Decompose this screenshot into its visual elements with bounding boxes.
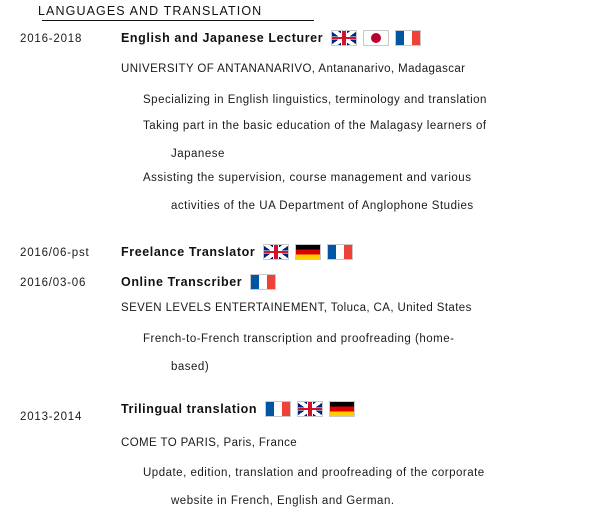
entry-title: Freelance Translator — [121, 245, 256, 259]
germany-flag-icon — [329, 401, 355, 417]
flag-group — [331, 30, 421, 46]
entry-bullet-line-cont: activities of the UA Department of Anglophone Studies — [171, 200, 474, 212]
entry-title-row — [121, 274, 276, 290]
flag-group — [263, 244, 353, 260]
section-heading: LANGUAGES AND TRANSLATION — [38, 4, 263, 18]
section-divider — [42, 20, 314, 21]
entry-bullet-line: Taking part in the basic education of the Malagasy learners of — [143, 120, 487, 132]
entry-bullet-line: Update, edition, translation and proofreading of the corporate — [143, 467, 485, 479]
entry-bullet-line-cont: based) — [171, 361, 210, 373]
entry-title-row — [121, 401, 355, 417]
entry-bullet: Specializing in English linguistics, terminology and translation — [143, 94, 487, 106]
france-flag-icon — [395, 30, 421, 46]
entry-title: Trilingual translation — [121, 402, 258, 416]
entry-title: English and Japanese Lecturer — [121, 31, 324, 45]
entry-date: 2016/06-pst — [20, 247, 90, 259]
france-flag-icon — [327, 244, 353, 260]
entry-bullet-line-cont: Japanese — [171, 148, 225, 160]
france-flag-icon — [265, 401, 291, 417]
entry-organization: SEVEN LEVELS ENTERTAINEMENT, Toluca, CA, United States — [121, 302, 472, 314]
uk-flag-icon — [331, 30, 357, 46]
entry-bullet — [143, 164, 573, 220]
entry-organization: UNIVERSITY OF ANTANANARIVO, Antananarivo, Madagascar — [121, 63, 466, 75]
entry-title-row — [121, 30, 421, 46]
entry-bullet-line-cont: website in French, English and German. — [171, 495, 395, 507]
germany-flag-icon — [295, 244, 321, 260]
japan-flag-icon — [363, 30, 389, 46]
entry-date: 2016/03-06 — [20, 277, 87, 289]
entry-date: 2013-2014 — [20, 411, 83, 423]
entry-title-row — [121, 244, 353, 260]
entry-bullet — [143, 459, 573, 515]
entry-bullet-line: French-to-French transcription and proofreading (home- — [143, 333, 455, 345]
france-flag-icon — [250, 274, 276, 290]
uk-flag-icon — [263, 244, 289, 260]
uk-flag-icon — [297, 401, 323, 417]
flag-group — [250, 274, 276, 290]
entry-bullet-line: Assisting the supervision, course management and various — [143, 172, 472, 184]
flag-group — [265, 401, 355, 417]
entry-bullet — [143, 325, 573, 381]
entry-organization: COME TO PARIS, Paris, France — [121, 437, 298, 449]
entry-title: Online Transcriber — [121, 275, 243, 289]
entry-date: 2016-2018 — [20, 33, 83, 45]
entry-bullet — [143, 112, 573, 168]
